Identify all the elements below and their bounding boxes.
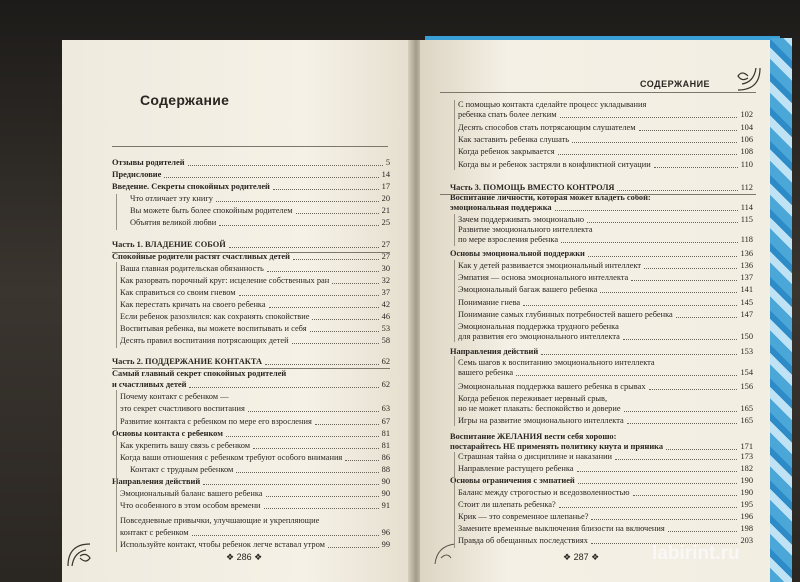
toc-entry xyxy=(450,183,753,193)
toc-entry xyxy=(112,300,390,310)
toc-entry-page: 46 xyxy=(381,312,390,321)
dot-leader xyxy=(617,190,737,191)
toc-entry-title: Вы можете быть более спокойным родителем xyxy=(130,206,293,215)
toc-entry xyxy=(112,240,390,250)
toc-entry-title: но не может плакать: беспокойство и доверие xyxy=(458,404,621,413)
toc-entry xyxy=(450,382,753,392)
toc-entry xyxy=(112,489,390,499)
toc-entry-page: 112 xyxy=(740,183,753,192)
toc-entry xyxy=(450,123,753,133)
toc-entry-title: Направления действий xyxy=(450,347,539,356)
toc-entry xyxy=(450,476,753,486)
dot-leader xyxy=(587,222,738,223)
dot-leader xyxy=(273,189,379,190)
toc-entry-title: Воспитание личности, которая может владеть собой: xyxy=(450,193,651,202)
dot-leader xyxy=(264,508,379,509)
toc-entry-title: Спокойные родители растят счастливых детей xyxy=(112,252,290,261)
toc-entry-title: Страшная тайна о дисциплине и наказании xyxy=(458,452,613,461)
dot-leader xyxy=(591,519,737,520)
toc-entry-title: Почему контакт с ребенком — xyxy=(120,392,229,401)
section-bracket-line xyxy=(454,214,455,246)
toc-entry-page: 99 xyxy=(381,540,390,549)
toc-entry-title: Контакт с трудным ребенком xyxy=(130,465,234,474)
toc-entry-page: 190 xyxy=(740,476,753,485)
toc-entry-page: 137 xyxy=(740,273,753,282)
toc-entry xyxy=(450,273,753,283)
dot-leader xyxy=(192,535,379,536)
toc-entry-page: 182 xyxy=(740,464,753,473)
contents-title: Содержание xyxy=(140,92,230,108)
toc-entry xyxy=(450,147,753,157)
toc-entry-title: Что особенного в этом особом времени xyxy=(120,501,261,510)
dot-leader xyxy=(627,423,738,424)
dot-leader xyxy=(292,343,379,344)
toc-entry-page: 81 xyxy=(381,429,390,438)
toc-entry-page: 90 xyxy=(381,489,390,498)
left-page-number: ❖ 286 ❖ xyxy=(226,552,263,562)
toc-entry-page: 5 xyxy=(385,158,390,167)
toc-entry xyxy=(450,261,753,271)
toc-entry-page: 14 xyxy=(381,170,390,179)
dot-leader xyxy=(269,307,379,308)
toc-entry-title: Когда вы и ребенок застряли в конфликтной ситуации xyxy=(458,160,651,169)
toc-entry-title: Как справиться со своим гневом xyxy=(120,288,236,297)
toc-entry-page: 86 xyxy=(381,453,390,462)
toc-entry-page: 90 xyxy=(381,477,390,486)
toc-entry-title: Баланс между строгостью и вседозволенностью xyxy=(458,488,630,497)
toc-entry xyxy=(112,252,390,262)
toc-entry xyxy=(450,225,753,235)
section-bracket-line xyxy=(116,194,117,230)
corner-ornament-icon xyxy=(66,538,106,568)
toc-entry xyxy=(112,276,390,286)
toc-entry-title: по мере взросления ребенка xyxy=(458,235,559,244)
toc-entry-page: 141 xyxy=(740,285,753,294)
toc-entry xyxy=(112,417,390,427)
dot-leader xyxy=(649,389,738,390)
toc-entry-title: Направления действий xyxy=(112,477,201,486)
dot-leader xyxy=(216,201,379,202)
toc-entry-title: Семь шагов к воспитанию эмоционального интеллекта xyxy=(458,358,655,367)
toc-entry-page: 37 xyxy=(381,288,390,297)
toc-entry-title: Ваша главная родительская обязанность xyxy=(120,264,264,273)
toc-entry-title: Стоит ли шлепать ребенка? xyxy=(458,500,556,509)
dot-leader xyxy=(559,507,738,508)
toc-entry xyxy=(450,536,753,546)
toc-entry xyxy=(450,285,753,295)
toc-entry-page: 63 xyxy=(381,404,390,413)
toc-entry-page: 25 xyxy=(381,218,390,227)
toc-entry-page: 203 xyxy=(740,536,753,545)
toc-entry-title: Что отличает эту книгу xyxy=(130,194,213,203)
toc-entry xyxy=(112,441,390,451)
cover-edge-pattern xyxy=(770,38,792,582)
toc-entry-page: 21 xyxy=(381,206,390,215)
toc-entry-title: вашего ребенка xyxy=(458,368,514,377)
toc-entry-page: 62 xyxy=(381,380,390,389)
toc-entry xyxy=(450,358,753,368)
toc-entry-title: Замените временные выключения близости на включения xyxy=(458,524,665,533)
section-bracket-line xyxy=(116,262,117,348)
dot-leader xyxy=(560,117,738,118)
dot-leader xyxy=(600,292,737,293)
toc-entry-title: Повседневные привычки, улучшающие и укрепляющие xyxy=(120,516,320,525)
toc-entry-page: 173 xyxy=(740,452,753,461)
toc-entry-page: 91 xyxy=(381,501,390,510)
toc-entry-page: 165 xyxy=(740,404,753,413)
toc-entry-title: Правда об обещанных последствиях xyxy=(458,536,588,545)
toc-entry xyxy=(112,194,390,204)
dot-leader xyxy=(668,531,738,532)
toc-entry xyxy=(450,500,753,510)
toc-entry xyxy=(450,100,753,110)
toc-entry-title: Как у детей развивается эмоциональный интеллект xyxy=(458,261,642,270)
left-toc xyxy=(112,0,390,582)
toc-entry-page: 20 xyxy=(381,194,390,203)
toc-entry xyxy=(450,332,753,342)
toc-entry xyxy=(450,160,753,170)
toc-entry-title: Часть 3. ПОМОЩЬ ВМЕСТО КОНТРОЛЯ xyxy=(450,183,615,192)
toc-entry-page: 62 xyxy=(381,357,390,366)
running-head: СОДЕРЖАНИЕ xyxy=(640,79,711,89)
toc-entry xyxy=(112,528,390,538)
toc-entry xyxy=(112,357,390,367)
toc-entry-title: Предисловие xyxy=(112,170,162,179)
toc-entry-title: Основы эмоциональной поддержки xyxy=(450,249,585,258)
dot-leader xyxy=(293,259,379,260)
toc-entry xyxy=(112,465,390,475)
toc-entry-title: Когда ваши отношения с ребенком требуют особого внимания xyxy=(120,453,343,462)
dot-leader xyxy=(541,354,737,355)
dot-leader xyxy=(332,283,378,284)
dot-leader xyxy=(666,449,737,450)
toc-entry-title: Воспитание ЖЕЛАНИЯ вести себя хорошо: xyxy=(450,432,617,441)
toc-entry-page: 96 xyxy=(381,528,390,537)
dot-leader xyxy=(572,142,737,143)
toc-entry-title: Как разорвать порочный круг: исцеление собственных ран xyxy=(120,276,330,285)
section-bracket-line xyxy=(116,390,117,552)
toc-entry-title: и счастливых детей xyxy=(112,380,187,389)
toc-entry-page: 114 xyxy=(740,203,753,212)
toc-entry xyxy=(112,369,390,379)
toc-entry xyxy=(450,203,753,213)
toc-entry-title: Понимание самых глубинных потребностей вашего ребенка xyxy=(458,310,673,319)
toc-entry-page: 32 xyxy=(381,276,390,285)
dot-leader xyxy=(203,484,378,485)
toc-entry xyxy=(112,516,390,526)
toc-entry-page: 42 xyxy=(381,300,390,309)
toc-entry-title: постарайтесь НЕ применять политику кнута и пряника xyxy=(450,442,664,451)
toc-entry-page: 198 xyxy=(740,524,753,533)
toc-entry-title: Объятия великой любви xyxy=(130,218,217,227)
toc-entry-title: Основы контакта с ребенком xyxy=(112,429,223,438)
toc-entry xyxy=(112,336,390,346)
toc-entry-page: 190 xyxy=(740,488,753,497)
toc-entry xyxy=(112,264,390,274)
toc-entry-page: 67 xyxy=(381,417,390,426)
toc-entry xyxy=(450,298,753,308)
dot-leader xyxy=(265,364,379,365)
toc-entry xyxy=(450,512,753,522)
toc-entry-title: Развитие контакта с ребенком по мере его взросления xyxy=(120,417,312,426)
dot-leader xyxy=(219,225,378,226)
dot-leader xyxy=(188,165,383,166)
dot-leader xyxy=(296,213,379,214)
toc-entry-title: Эмоциональный баланс вашего ребенка xyxy=(120,489,263,498)
toc-entry-page: 88 xyxy=(381,465,390,474)
right-toc xyxy=(450,0,753,582)
toc-entry-page: 196 xyxy=(740,512,753,521)
toc-entry-page: 150 xyxy=(740,332,753,341)
toc-entry xyxy=(450,524,753,534)
dot-leader xyxy=(164,177,378,178)
toc-entry-title: Основы ограничения с эмпатией xyxy=(450,476,575,485)
dot-leader xyxy=(588,256,738,257)
toc-entry-title: С помощью контакта сделайте процесс укладывания xyxy=(458,100,647,109)
toc-entry-title: контакт с ребенком xyxy=(120,528,189,537)
toc-entry-page: 171 xyxy=(740,442,753,451)
dot-leader xyxy=(516,375,737,376)
dot-leader xyxy=(558,154,738,155)
toc-entry xyxy=(450,235,753,245)
dot-leader xyxy=(312,319,378,320)
toc-entry xyxy=(450,394,753,404)
toc-entry-title: Когда ребенок переживает нервный срыв, xyxy=(458,394,608,403)
toc-entry xyxy=(450,442,753,452)
toc-entry-title: ребенка спать более легким xyxy=(458,110,557,119)
toc-entry xyxy=(112,158,390,168)
toc-entry-title: Направление растущего ребенка xyxy=(458,464,574,473)
section-bracket-line xyxy=(454,100,455,170)
dot-leader xyxy=(676,317,738,318)
toc-entry-title: Эмоциональная поддержка трудного ребенка xyxy=(458,322,619,331)
toc-entry-title: Если ребенок разозлился: как сохранять спокойствие xyxy=(120,312,310,321)
toc-entry-page: 147 xyxy=(740,310,753,319)
toc-entry-page: 154 xyxy=(740,368,753,377)
toc-entry xyxy=(112,312,390,322)
dot-leader xyxy=(239,295,379,296)
toc-entry-page: 136 xyxy=(740,261,753,270)
toc-entry-title: Эмоциональная поддержка вашего ребенка в срывах xyxy=(458,382,646,391)
dot-leader xyxy=(578,483,738,484)
toc-entry-title: это секрет счастливого воспитания xyxy=(120,404,245,413)
dot-leader xyxy=(310,331,379,332)
toc-entry-title: Как укрепить вашу связь с ребенком xyxy=(120,441,251,450)
toc-entry-page: 53 xyxy=(381,324,390,333)
dot-leader xyxy=(639,130,738,131)
toc-entry-page: 108 xyxy=(740,147,753,156)
toc-entry xyxy=(112,206,390,216)
toc-entry-title: Воспитывая ребенка, вы можете воспитывать и себя xyxy=(120,324,307,333)
toc-entry-page: 30 xyxy=(381,264,390,273)
section-bracket-line xyxy=(454,452,455,548)
dot-leader xyxy=(315,424,379,425)
toc-entry xyxy=(112,182,390,192)
toc-entry-title: Введение. Секреты спокойных родителей xyxy=(112,182,270,191)
toc-entry-title: Эмоциональный багаж вашего ребенка xyxy=(458,285,598,294)
toc-entry xyxy=(112,170,390,180)
toc-entry-page: 106 xyxy=(740,135,753,144)
toc-entry-page: 118 xyxy=(740,235,753,244)
toc-entry xyxy=(450,404,753,414)
toc-entry-title: Самый главный секрет спокойных родителей xyxy=(112,369,287,378)
dot-leader xyxy=(654,167,738,168)
toc-entry-page: 17 xyxy=(381,182,390,191)
toc-entry-title: Крик — это современное шлепанье? xyxy=(458,512,589,521)
dot-leader xyxy=(523,305,737,306)
toc-entry-page: 165 xyxy=(740,416,753,425)
toc-entry-page: 102 xyxy=(740,110,753,119)
toc-entry-title: Эмпатия — основа эмоционального интеллекта xyxy=(458,273,629,282)
toc-entry-title: Понимание гнева xyxy=(458,298,521,307)
dot-leader xyxy=(633,495,738,496)
toc-entry-page: 27 xyxy=(381,240,390,249)
toc-entry-title: для развития его эмоционального интеллекта xyxy=(458,332,620,341)
toc-entry-page: 115 xyxy=(740,215,753,224)
toc-entry-page: 58 xyxy=(381,336,390,345)
dot-leader xyxy=(328,547,379,548)
toc-entry-title: Часть 2. ПОДДЕРЖАНИЕ КОНТАКТА xyxy=(112,357,263,366)
toc-entry xyxy=(112,429,390,439)
toc-entry-title: эмоциональная поддержка xyxy=(450,203,552,212)
toc-entry-page: 104 xyxy=(740,123,753,132)
dot-leader xyxy=(555,210,738,211)
section-rule xyxy=(440,194,756,195)
toc-entry xyxy=(112,218,390,228)
toc-entry-title: Игры на развитие эмоционального интеллекта xyxy=(458,416,624,425)
toc-entry-title: Часть 1. ВЛАДЕНИЕ СОБОЙ xyxy=(112,240,226,249)
toc-entry xyxy=(450,347,753,357)
toc-entry-title: Как перестать кричать на своего ребенка xyxy=(120,300,266,309)
toc-entry xyxy=(112,380,390,390)
toc-entry xyxy=(450,310,753,320)
toc-entry-page: 153 xyxy=(740,347,753,356)
right-page-number: ❖ 287 ❖ xyxy=(563,552,600,562)
toc-entry xyxy=(112,404,390,414)
toc-entry xyxy=(450,215,753,225)
toc-entry xyxy=(450,464,753,474)
toc-entry-page: 81 xyxy=(381,441,390,450)
dot-leader xyxy=(248,411,379,412)
toc-entry xyxy=(112,324,390,334)
toc-entry xyxy=(450,249,753,259)
dot-leader xyxy=(345,460,378,461)
toc-entry xyxy=(450,110,753,120)
dot-leader xyxy=(561,242,738,243)
toc-entry-title: Десять способов стать потрясающим слушателем xyxy=(458,123,636,132)
dot-leader xyxy=(253,448,379,449)
toc-entry xyxy=(450,432,753,442)
section-rule xyxy=(112,252,390,253)
toc-entry-title: Зачем поддерживать эмоционально xyxy=(458,215,585,224)
dot-leader xyxy=(266,496,379,497)
toc-entry xyxy=(450,322,753,332)
section-bracket-line xyxy=(454,356,455,426)
toc-entry-page: 156 xyxy=(740,382,753,391)
toc-entry-page: 145 xyxy=(740,298,753,307)
toc-entry-title: Десять правил воспитания потрясающих детей xyxy=(120,336,289,345)
toc-entry xyxy=(450,488,753,498)
toc-entry-page: 27 xyxy=(381,252,390,261)
dot-leader xyxy=(624,411,738,412)
toc-entry xyxy=(450,452,753,462)
dot-leader xyxy=(623,339,738,340)
toc-entry-page: 195 xyxy=(740,500,753,509)
section-bracket-line xyxy=(454,260,455,342)
toc-entry xyxy=(112,501,390,511)
toc-entry-title: Развитие эмоционального интеллекта xyxy=(458,225,593,234)
toc-entry xyxy=(450,416,753,426)
toc-entry-title: Как заставить ребенка слушать xyxy=(458,135,570,144)
toc-entry-page: 110 xyxy=(740,160,753,169)
toc-entry xyxy=(112,477,390,487)
dot-leader xyxy=(631,280,737,281)
toc-entry xyxy=(112,288,390,298)
toc-entry xyxy=(450,135,753,145)
toc-entry xyxy=(112,392,390,402)
toc-entry xyxy=(112,453,390,463)
toc-entry xyxy=(112,540,390,550)
dot-leader xyxy=(615,459,737,460)
watermark: labirint.ru xyxy=(652,543,740,564)
dot-leader xyxy=(236,472,378,473)
toc-entry-title: Используйте контакт, чтобы ребенок легче вставал утром xyxy=(120,540,325,549)
dot-leader xyxy=(644,268,737,269)
toc-entry-title: Когда ребенок закрывается xyxy=(458,147,555,156)
toc-entry-page: 136 xyxy=(740,249,753,258)
toc-entry xyxy=(450,368,753,378)
toc-entry-title: Отзывы родителей xyxy=(112,158,185,167)
dot-leader xyxy=(189,387,378,388)
section-rule xyxy=(112,368,390,369)
dot-leader xyxy=(226,436,379,437)
dot-leader xyxy=(577,471,738,472)
dot-leader xyxy=(591,543,738,544)
dot-leader xyxy=(229,247,379,248)
dot-leader xyxy=(267,271,379,272)
